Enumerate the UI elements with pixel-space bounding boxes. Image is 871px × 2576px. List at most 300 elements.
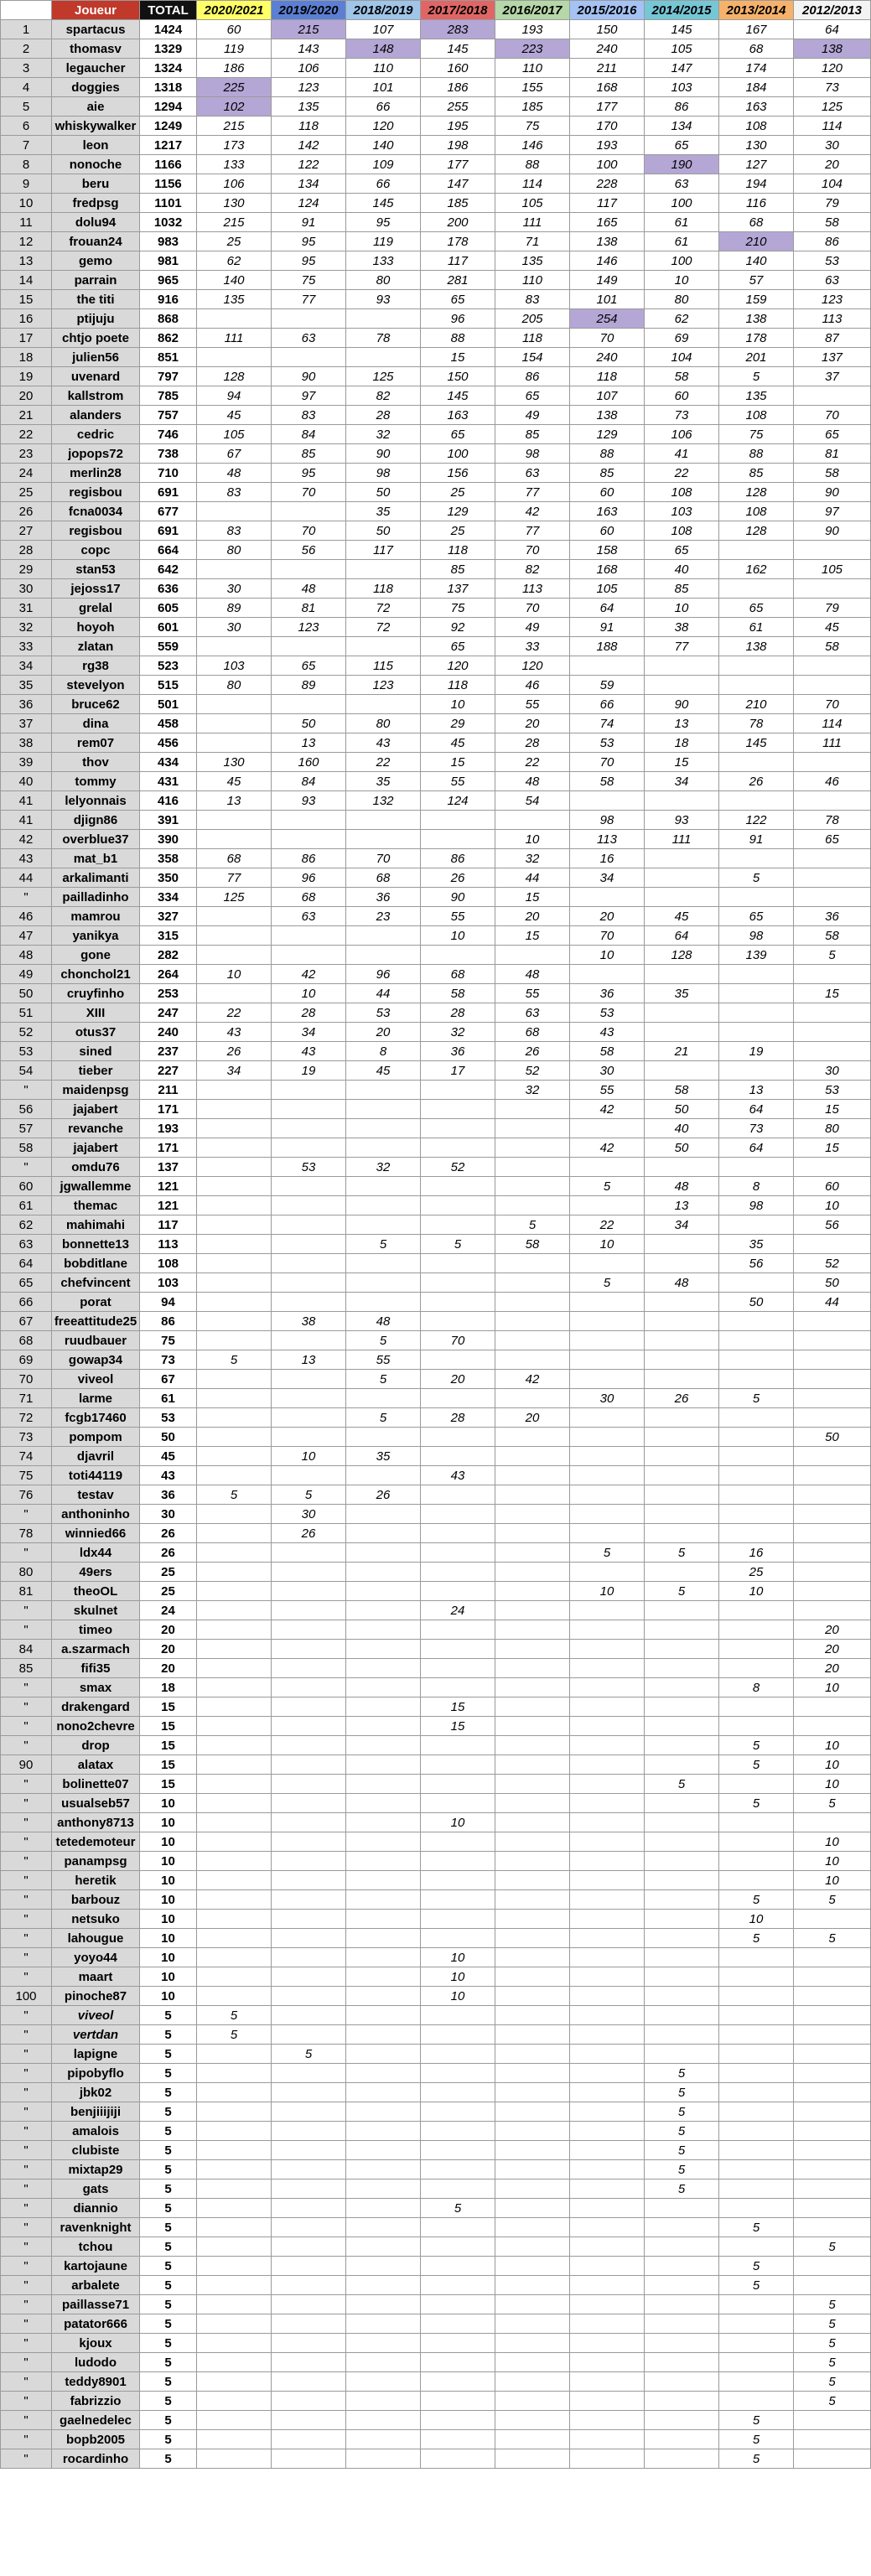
player-name-cell: gowap34: [52, 1350, 140, 1370]
rank-cell: 13: [1, 251, 52, 271]
season-score-cell: 193: [495, 20, 570, 39]
total-cell: 53: [140, 1408, 197, 1428]
season-score-cell: 42: [570, 1138, 645, 1158]
rank-cell: 38: [1, 733, 52, 753]
season-score-cell: [421, 1505, 495, 1524]
season-score-cell: [645, 1678, 719, 1697]
season-score-cell: 28: [421, 1003, 495, 1023]
rank-cell: 35: [1, 676, 52, 695]
rank-cell: 5: [1, 97, 52, 117]
season-score-cell: 5: [645, 2102, 719, 2122]
rank-cell: ": [1, 1794, 52, 1813]
rank-cell: 90: [1, 1755, 52, 1775]
season-score-cell: [794, 965, 871, 984]
player-name-cell: dolu94: [52, 213, 140, 232]
table-row: [1, 637, 871, 656]
season-score-cell: 168: [570, 78, 645, 97]
season-score-cell: [794, 1466, 871, 1485]
season-score-cell: [197, 984, 272, 1003]
player-name-cell: a.szarmach: [52, 1640, 140, 1659]
table-row: [1, 251, 871, 271]
season-score-cell: [645, 2199, 719, 2218]
season-score-cell: [719, 2141, 794, 2160]
total-cell: 5: [140, 2006, 197, 2025]
season-score-cell: [197, 2122, 272, 2141]
season-score-cell: [272, 637, 346, 656]
season-score-cell: 23: [346, 907, 421, 926]
table-row: [1, 1505, 871, 1524]
season-score-cell: 106: [272, 59, 346, 78]
rank-cell: 78: [1, 1524, 52, 1543]
season-score-cell: 134: [645, 117, 719, 136]
season-score-cell: [346, 811, 421, 830]
season-score-cell: [570, 2122, 645, 2141]
season-score-cell: [197, 1138, 272, 1158]
season-score-cell: [570, 1447, 645, 1466]
season-score-cell: [421, 1081, 495, 1100]
total-cell: 117: [140, 1215, 197, 1235]
season-score-cell: 33: [495, 637, 570, 656]
total-cell: 391: [140, 811, 197, 830]
total-cell: 108: [140, 1254, 197, 1273]
season-score-cell: [794, 2045, 871, 2064]
rank-cell: ": [1, 2218, 52, 2237]
season-score-cell: 163: [570, 502, 645, 521]
season-score-cell: [197, 2334, 272, 2353]
season-score-cell: 98: [719, 1196, 794, 1215]
season-score-cell: [495, 2045, 570, 2064]
table-row: [1, 772, 871, 791]
season-score-cell: 53: [794, 251, 871, 271]
total-cell: 20: [140, 1620, 197, 1640]
table-row: [1, 2334, 871, 2353]
season-score-cell: 43: [570, 1023, 645, 1042]
season-score-cell: [495, 1177, 570, 1196]
season-score-cell: [794, 1003, 871, 1023]
joueur-header[interactable]: Joueur: [52, 1, 140, 20]
season-score-cell: 83: [197, 521, 272, 541]
total-cell: 5: [140, 2449, 197, 2469]
season-score-cell: 60: [570, 483, 645, 502]
season-score-cell: [645, 1813, 719, 1832]
season-score-cell: 124: [421, 791, 495, 811]
season-header[interactable]: 2020/2021: [197, 1, 272, 20]
season-score-cell: 28: [421, 1408, 495, 1428]
season-score-cell: [719, 1158, 794, 1177]
player-name-cell: thomasv: [52, 39, 140, 59]
table-row: [1, 348, 871, 367]
total-cell: 5: [140, 2045, 197, 2064]
player-name-cell: pompom: [52, 1428, 140, 1447]
season-score-cell: 48: [272, 579, 346, 599]
season-score-cell: [495, 2160, 570, 2179]
season-score-cell: 103: [645, 502, 719, 521]
season-score-cell: [272, 2025, 346, 2045]
season-score-cell: [495, 1775, 570, 1794]
season-score-cell: [794, 2083, 871, 2102]
season-score-cell: [421, 1543, 495, 1563]
season-score-cell: [197, 1948, 272, 1967]
rank-cell: ": [1, 2006, 52, 2025]
season-score-cell: 55: [570, 1081, 645, 1100]
season-header[interactable]: 2015/2016: [570, 1, 645, 20]
total-cell: 10: [140, 1794, 197, 1813]
rank-cell: 58: [1, 1138, 52, 1158]
season-score-cell: [719, 888, 794, 907]
season-score-cell: [719, 753, 794, 772]
season-score-cell: 105: [495, 194, 570, 213]
season-score-cell: 5: [719, 2411, 794, 2430]
season-score-cell: 97: [794, 502, 871, 521]
season-score-cell: [794, 1408, 871, 1428]
rank-cell: 64: [1, 1254, 52, 1273]
season-score-cell: [346, 1196, 421, 1215]
season-score-cell: [570, 1987, 645, 2006]
season-score-cell: [495, 1273, 570, 1293]
season-score-cell: [197, 1100, 272, 1119]
total-cell: 851: [140, 348, 197, 367]
season-score-cell: [272, 2199, 346, 2218]
rank-cell: 50: [1, 984, 52, 1003]
season-score-cell: [570, 1196, 645, 1215]
season-score-cell: [197, 1967, 272, 1987]
season-score-cell: 50: [719, 1293, 794, 1312]
season-score-cell: [495, 2411, 570, 2430]
table-row: [1, 1138, 871, 1158]
table-row: [1, 1563, 871, 1582]
season-score-cell: 70: [272, 483, 346, 502]
season-score-cell: 184: [719, 78, 794, 97]
total-cell: 677: [140, 502, 197, 521]
table-row: [1, 2199, 871, 2218]
season-score-cell: [346, 348, 421, 367]
table-row: [1, 194, 871, 213]
season-score-cell: [197, 1408, 272, 1428]
player-name-cell: parrain: [52, 271, 140, 290]
season-score-cell: 34: [272, 1023, 346, 1042]
season-score-cell: [570, 1813, 645, 1832]
season-score-cell: [346, 1081, 421, 1100]
season-score-cell: [421, 1890, 495, 1910]
total-cell: 26: [140, 1543, 197, 1563]
season-score-cell: [645, 2257, 719, 2276]
season-score-cell: 154: [495, 348, 570, 367]
season-score-cell: 215: [197, 213, 272, 232]
season-score-cell: [570, 1967, 645, 1987]
player-name-cell: winnied66: [52, 1524, 140, 1543]
table-row: [1, 1466, 871, 1485]
season-score-cell: 85: [421, 560, 495, 579]
season-score-cell: [197, 1505, 272, 1524]
season-score-cell: [197, 1466, 272, 1485]
season-score-cell: 5: [346, 1331, 421, 1350]
season-score-cell: [421, 2083, 495, 2102]
total-cell: 36: [140, 1485, 197, 1505]
season-score-cell: [495, 2276, 570, 2295]
season-score-cell: [197, 2218, 272, 2237]
player-name-cell: gaelnedelec: [52, 2411, 140, 2430]
season-score-cell: 18: [645, 733, 719, 753]
season-score-cell: [197, 1910, 272, 1929]
season-score-cell: 138: [719, 309, 794, 329]
season-score-cell: 185: [495, 97, 570, 117]
season-score-cell: 10: [272, 1447, 346, 1466]
season-score-cell: 57: [719, 271, 794, 290]
season-score-cell: [272, 1293, 346, 1312]
season-score-cell: [495, 1794, 570, 1813]
season-score-cell: 20: [346, 1023, 421, 1042]
season-score-cell: 20: [794, 1640, 871, 1659]
season-score-cell: [719, 849, 794, 868]
season-header[interactable]: 2018/2019: [346, 1, 421, 20]
rank-cell: 22: [1, 425, 52, 444]
season-score-cell: 68: [719, 39, 794, 59]
season-header[interactable]: 2017/2018: [421, 1, 495, 20]
rank-cell: ": [1, 1081, 52, 1100]
season-score-cell: 177: [421, 155, 495, 174]
season-score-cell: 10: [272, 984, 346, 1003]
season-score-cell: [645, 1890, 719, 1910]
season-score-cell: 77: [495, 483, 570, 502]
rank-cell: 29: [1, 560, 52, 579]
total-cell: 103: [140, 1273, 197, 1293]
player-name-cell: pinoche87: [52, 1987, 140, 2006]
season-score-cell: 104: [645, 348, 719, 367]
season-score-cell: [346, 1138, 421, 1158]
rank-cell: 53: [1, 1042, 52, 1061]
season-score-cell: 43: [421, 1466, 495, 1485]
season-score-cell: [719, 2122, 794, 2141]
table-row: [1, 1331, 871, 1350]
season-score-cell: [272, 1871, 346, 1890]
season-score-cell: [794, 541, 871, 560]
season-score-cell: [570, 1370, 645, 1389]
player-name-cell: mat_b1: [52, 849, 140, 868]
rank-cell: 48: [1, 946, 52, 965]
season-score-cell: [197, 637, 272, 656]
season-header[interactable]: 2019/2020: [272, 1, 346, 20]
total-cell: 15: [140, 1775, 197, 1794]
season-score-cell: [197, 1254, 272, 1273]
season-score-cell: 205: [495, 309, 570, 329]
season-score-cell: [794, 2276, 871, 2295]
season-score-cell: 5: [495, 1215, 570, 1235]
player-name-cell: netsuko: [52, 1910, 140, 1929]
season-score-cell: [495, 2237, 570, 2257]
rank-cell: 1: [1, 20, 52, 39]
season-score-cell: [272, 560, 346, 579]
rank-cell: 39: [1, 753, 52, 772]
season-score-cell: 50: [346, 483, 421, 502]
table-row: [1, 811, 871, 830]
season-score-cell: [645, 1312, 719, 1331]
player-name-cell: anthoninho: [52, 1505, 140, 1524]
table-row: [1, 136, 871, 155]
season-score-cell: [719, 1350, 794, 1370]
table-row: [1, 1717, 871, 1736]
season-score-cell: [197, 2237, 272, 2257]
season-score-cell: 167: [719, 20, 794, 39]
season-header[interactable]: 2014/2015: [645, 1, 719, 20]
season-score-cell: [197, 2083, 272, 2102]
player-name-cell: rg38: [52, 656, 140, 676]
season-score-cell: [272, 1832, 346, 1852]
season-score-cell: 5: [197, 1485, 272, 1505]
season-score-cell: [570, 1428, 645, 1447]
season-score-cell: [197, 1659, 272, 1678]
rank-cell: ": [1, 2430, 52, 2449]
table-row: [1, 406, 871, 425]
season-score-cell: 32: [495, 849, 570, 868]
season-score-cell: 100: [645, 194, 719, 213]
total-cell: 10: [140, 1929, 197, 1948]
season-score-cell: 26: [645, 1389, 719, 1408]
season-score-cell: 36: [346, 888, 421, 907]
season-score-cell: 77: [272, 290, 346, 309]
season-score-cell: [272, 1987, 346, 2006]
season-score-cell: 155: [495, 78, 570, 97]
season-score-cell: [346, 2353, 421, 2372]
table-row: [1, 1447, 871, 1466]
season-score-cell: [645, 1620, 719, 1640]
season-score-cell: [570, 1736, 645, 1755]
table-row: [1, 2179, 871, 2199]
rank-cell: 81: [1, 1582, 52, 1601]
season-score-cell: [495, 1697, 570, 1717]
season-score-cell: [272, 2102, 346, 2122]
season-score-cell: 10: [570, 946, 645, 965]
season-score-cell: [794, 1910, 871, 1929]
season-score-cell: [570, 2102, 645, 2122]
rank-cell: ": [1, 2334, 52, 2353]
player-name-cell: barbouz: [52, 1890, 140, 1910]
season-score-cell: [346, 1832, 421, 1852]
season-score-cell: [197, 1832, 272, 1852]
season-score-cell: 108: [719, 406, 794, 425]
player-name-cell: arkalimanti: [52, 868, 140, 888]
table-row: [1, 213, 871, 232]
season-score-cell: [421, 1640, 495, 1659]
season-score-cell: [570, 1254, 645, 1273]
season-score-cell: [570, 1775, 645, 1794]
table-row: [1, 1794, 871, 1813]
season-score-cell: [346, 1871, 421, 1890]
table-row: [1, 2372, 871, 2392]
season-score-cell: [719, 2102, 794, 2122]
season-score-cell: [570, 1910, 645, 1929]
player-name-cell: 49ers: [52, 1563, 140, 1582]
total-header[interactable]: TOTAL: [140, 1, 197, 20]
season-score-cell: [421, 1832, 495, 1852]
season-score-cell: 88: [570, 444, 645, 464]
season-score-cell: [346, 637, 421, 656]
table-row: [1, 1389, 871, 1408]
season-score-cell: [794, 2122, 871, 2141]
season-score-cell: 81: [272, 599, 346, 618]
total-cell: 515: [140, 676, 197, 695]
table-row: [1, 1235, 871, 1254]
season-score-cell: 129: [421, 502, 495, 521]
season-score-cell: [421, 1659, 495, 1678]
player-name-cell: usualseb57: [52, 1794, 140, 1813]
season-score-cell: 82: [346, 386, 421, 406]
player-name-cell: yoyo44: [52, 1948, 140, 1967]
season-score-cell: [645, 2276, 719, 2295]
total-cell: 10: [140, 1813, 197, 1832]
table-row: [1, 946, 871, 965]
season-score-cell: 34: [645, 772, 719, 791]
season-score-cell: 50: [794, 1273, 871, 1293]
rank-cell: 41: [1, 791, 52, 811]
season-score-cell: 13: [645, 1196, 719, 1215]
season-score-cell: 48: [346, 1312, 421, 1331]
table-row: [1, 2295, 871, 2314]
season-score-cell: [794, 386, 871, 406]
season-score-cell: 95: [346, 213, 421, 232]
table-row: [1, 1659, 871, 1678]
season-score-cell: 96: [346, 965, 421, 984]
season-score-cell: [197, 1370, 272, 1389]
season-score-cell: [794, 676, 871, 695]
player-name-cell: jgwallemme: [52, 1177, 140, 1196]
total-cell: 5: [140, 2179, 197, 2199]
total-cell: 1424: [140, 20, 197, 39]
season-score-cell: [346, 2006, 421, 2025]
season-score-cell: 77: [197, 868, 272, 888]
total-cell: 10: [140, 1890, 197, 1910]
season-score-cell: 86: [272, 849, 346, 868]
total-cell: 121: [140, 1196, 197, 1215]
season-score-cell: [719, 1601, 794, 1620]
season-score-cell: [272, 1659, 346, 1678]
season-score-cell: [197, 348, 272, 367]
season-score-cell: [719, 1813, 794, 1832]
total-cell: 983: [140, 232, 197, 251]
season-header[interactable]: 2016/2017: [495, 1, 570, 20]
season-score-cell: [645, 1948, 719, 1967]
season-score-cell: [570, 1350, 645, 1370]
table-row: [1, 1215, 871, 1235]
season-score-cell: 86: [645, 97, 719, 117]
season-score-cell: 88: [719, 444, 794, 464]
season-score-cell: 255: [421, 97, 495, 117]
season-score-cell: [346, 2257, 421, 2276]
season-score-cell: [719, 965, 794, 984]
season-score-cell: 5: [272, 2045, 346, 2064]
season-score-cell: 28: [495, 733, 570, 753]
season-score-cell: [272, 2064, 346, 2083]
rank-cell: 36: [1, 695, 52, 714]
season-header[interactable]: 2012/2013: [794, 1, 871, 20]
total-cell: 390: [140, 830, 197, 849]
season-score-cell: 75: [719, 425, 794, 444]
season-score-cell: 119: [197, 39, 272, 59]
total-cell: 10: [140, 1967, 197, 1987]
season-score-cell: [421, 2372, 495, 2392]
season-score-cell: 15: [794, 984, 871, 1003]
season-score-cell: 125: [346, 367, 421, 386]
season-score-cell: 46: [495, 676, 570, 695]
season-score-cell: [794, 579, 871, 599]
season-score-cell: [570, 1563, 645, 1582]
player-name-cell: viveol: [52, 1370, 140, 1389]
season-header[interactable]: 2013/2014: [719, 1, 794, 20]
season-score-cell: 13: [197, 791, 272, 811]
season-score-cell: [794, 2102, 871, 2122]
season-score-cell: [495, 2334, 570, 2353]
season-score-cell: [346, 1273, 421, 1293]
season-score-cell: [495, 1852, 570, 1871]
